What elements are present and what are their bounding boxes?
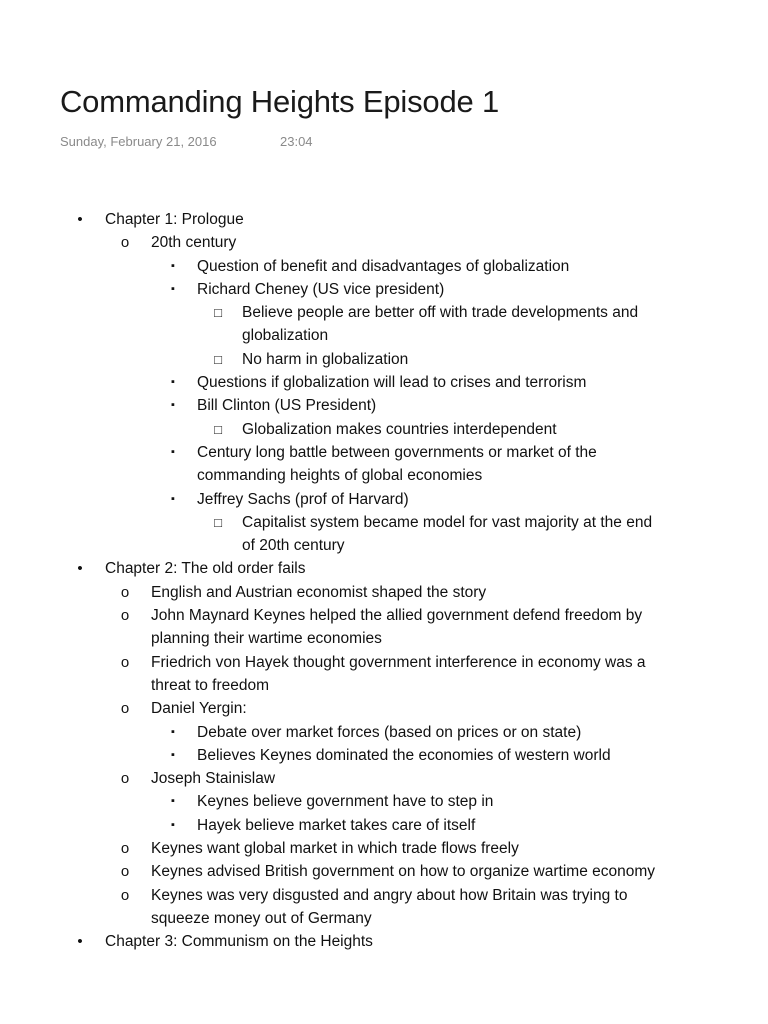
page-timestamp [60, 134, 313, 149]
square-bullet-icon: ▪ [171, 282, 175, 295]
outline-item-level-2 [0, 884, 768, 907]
outline-item-text: Keynes want global market in which trade flows freely [151, 840, 519, 858]
outline-item-text: Capitalist system became model for vast majority at the end [242, 513, 653, 531]
outline-item-text: Chapter 2: The old order fails [105, 560, 306, 578]
circle-bullet-icon: o [120, 886, 130, 904]
outline-item-text: Chapter 3: Communism on the Heights [105, 933, 373, 951]
outline-item-text: Keynes advised British government on how to organize wartime economy [151, 863, 656, 881]
page-date: Sunday, February 21, 2016 [60, 134, 217, 149]
outline-item-text: Keynes believe government have to step in [197, 793, 494, 811]
square-bullet-icon: ▪ [171, 795, 175, 808]
circle-bullet-icon: o [120, 583, 130, 601]
square-bullet-icon: ▪ [171, 259, 175, 272]
outline-item-text: commanding heights of global economies [197, 467, 483, 485]
outline-item-text: Keynes was very disgusted and angry about how Britain was trying to [151, 886, 628, 904]
outline-item-level-3 [0, 814, 768, 837]
outline-item-level-1 [0, 208, 768, 231]
square-bullet-icon: ▪ [171, 445, 175, 458]
outline-item-level-3 [0, 441, 768, 464]
outline-item-level-2 [0, 767, 768, 790]
outline-item-text: of 20th century [242, 537, 345, 555]
bullet-icon: • [77, 211, 83, 228]
outline-item-text: Joseph Stainislaw [151, 770, 276, 788]
outline-item-level-3 [0, 394, 768, 417]
checkbox-bullet-icon: □ [214, 514, 222, 530]
outline-item-level-2 [0, 860, 768, 883]
outline-item-level-1 [0, 930, 768, 953]
square-bullet-icon: ▪ [171, 492, 175, 505]
checkbox-bullet-icon: □ [214, 305, 222, 321]
checkbox-bullet-icon: □ [214, 351, 222, 367]
outline-item-level-2 [0, 604, 768, 627]
outline-item-text: squeeze money out of Germany [151, 909, 372, 927]
outline-item-level-2 [0, 627, 768, 650]
outline-item-text: Question of benefit and disadvantages of globalization [197, 257, 570, 275]
outline-item-text: Debate over market forces (based on prices or on state) [197, 723, 582, 741]
outline-item-text: Questions if globalization will lead to crises and terrorism [197, 374, 587, 392]
outline-item-text: Daniel Yergin: [151, 700, 247, 718]
square-bullet-icon: ▪ [171, 376, 175, 389]
square-bullet-icon: ▪ [171, 818, 175, 831]
outline-item-text: Friedrich von Hayek thought government interference in economy was a [151, 653, 646, 671]
outline-item-text: planning their wartime economies [151, 630, 382, 648]
outline-item-level-3 [0, 464, 768, 487]
outline-item-level-3 [0, 488, 768, 511]
square-bullet-icon: ▪ [171, 725, 175, 738]
outline-item-text: globalization [242, 327, 329, 345]
outline-item-level-4 [0, 348, 768, 371]
outline-item-level-2 [0, 697, 768, 720]
outline-item-level-3 [0, 278, 768, 301]
circle-bullet-icon: o [120, 653, 130, 671]
circle-bullet-icon: o [120, 607, 130, 625]
circle-bullet-icon: o [120, 863, 130, 881]
outline-item-level-3 [0, 790, 768, 813]
outline-item-text: Century long battle between governments or market of the [197, 443, 597, 461]
outline-item-level-2 [0, 581, 768, 604]
square-bullet-icon: ▪ [171, 748, 175, 761]
outline-item-text: 20th century [151, 234, 237, 252]
outline-item-text: Richard Cheney (US vice president) [197, 280, 445, 298]
outline-item-level-3 [0, 371, 768, 394]
outline-item-level-4 [0, 301, 768, 324]
outline-item-level-2 [0, 651, 768, 674]
bullet-icon: • [77, 933, 83, 951]
outline-item-level-4 [0, 511, 768, 534]
outline-item-text: John Maynard Keynes helped the allied government defend freedom by [151, 607, 643, 625]
outline-item-level-2 [0, 231, 768, 254]
outline-item-level-3 [0, 744, 768, 767]
outline-item-text: Believes Keynes dominated the economies of western world [197, 746, 611, 764]
bullet-icon: • [77, 560, 83, 578]
outline-item-text: Chapter 1: Prologue [105, 211, 244, 228]
square-bullet-icon: ▪ [171, 399, 175, 412]
outline-item-text: Jeffrey Sachs (prof of Harvard) [197, 490, 409, 508]
page-title: Commanding Heights Episode 1 [60, 84, 499, 119]
page-time: 23:04 [280, 134, 313, 149]
circle-bullet-icon: o [120, 770, 130, 788]
outline-item-text: Hayek believe market takes care of itself [197, 816, 476, 834]
outline-item-level-1 [0, 557, 768, 580]
outline-item-text: English and Austrian economist shaped the story [151, 583, 487, 601]
outline-item-text: Bill Clinton (US President) [197, 397, 377, 415]
outline-item-level-3 [0, 721, 768, 744]
outline-item-level-2 [0, 674, 768, 697]
outline-item-text: No harm in globalization [242, 350, 409, 368]
circle-bullet-icon: o [120, 234, 130, 252]
outline-item-level-4 [0, 418, 768, 441]
outline-item-text: threat to freedom [151, 676, 270, 694]
outline-item-level-2 [0, 907, 768, 930]
outline-item-level-4 [0, 534, 768, 557]
outline-item-text: Believe people are better off with trade developments and [242, 304, 639, 322]
checkbox-bullet-icon: □ [214, 421, 222, 437]
outline-item-level-2 [0, 837, 768, 860]
circle-bullet-icon: o [120, 700, 130, 718]
outline-item-level-3 [0, 255, 768, 278]
outline-item-level-4 [0, 324, 768, 347]
outline-item-text: Globalization makes countries interdependent [242, 420, 557, 438]
circle-bullet-icon: o [120, 840, 130, 858]
notes-outline [0, 208, 768, 954]
